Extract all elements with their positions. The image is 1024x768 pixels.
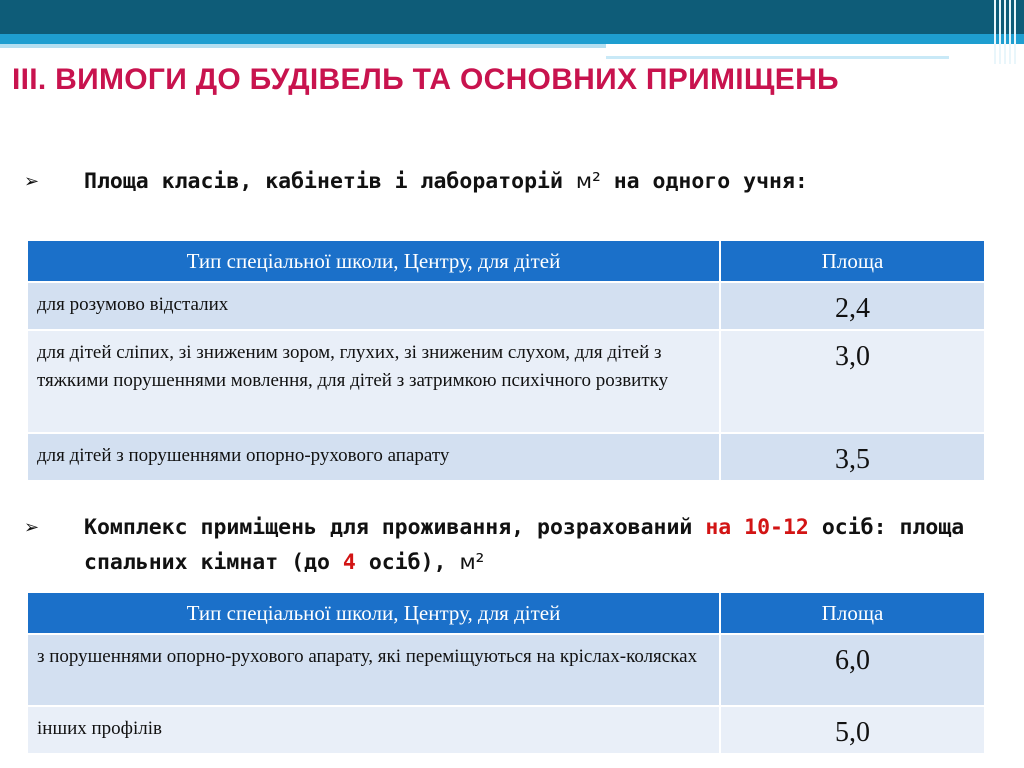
cell-school-type: для розумово відсталих	[27, 282, 720, 330]
cell-area: 3,5	[720, 433, 985, 481]
cell-school-type: з порушеннями опорно-рухового апарату, які переміщуються на кріслах-колясках	[27, 634, 720, 706]
table-row	[27, 634, 985, 706]
highlight-people-max: 4	[342, 550, 356, 575]
header-band-light	[0, 44, 606, 48]
cell-school-type: для дітей з порушеннями опорно-рухового апарату	[27, 433, 720, 481]
column-header-area: Площа	[720, 592, 985, 634]
bullet-dormitory-area	[24, 510, 1014, 580]
table-row	[27, 330, 985, 433]
bullet-text-end: на одного учня:	[613, 169, 808, 194]
table-row	[27, 433, 985, 481]
table-header-row	[27, 240, 985, 282]
header-stripes-decoration	[994, 0, 1016, 64]
unit-label: м²	[459, 550, 485, 575]
table-row	[27, 282, 985, 330]
cell-area: 2,4	[720, 282, 985, 330]
unit-label: м²	[575, 169, 601, 194]
column-header-type: Тип спеціальної школи, Центру, для дітей	[27, 240, 720, 282]
cell-school-type: інших профілів	[27, 706, 720, 754]
bullet-text-main: Комплекс приміщень для проживання, розрахований	[84, 515, 693, 540]
table-row	[27, 706, 985, 754]
highlight-people-range: на 10-12	[705, 515, 809, 540]
cell-school-type: для дітей сліпих, зі зниженим зором, глухих, зі зниженим слухом, для дітей з тяжкими порушеннями мовлення, для дітей з затримкою психічного розвитку	[27, 330, 720, 433]
cell-area: 6,0	[720, 634, 985, 706]
bullet-text-end: осіб),	[368, 550, 447, 575]
header-line-thin	[606, 56, 949, 59]
bullet-text-middle: осіб: площа спальних кімнат (до	[84, 515, 965, 575]
table-dormitory-area	[26, 591, 986, 755]
header-band-dark	[0, 0, 1024, 34]
bullet-classroom-area	[24, 164, 1014, 199]
arrow-bullet-icon: ➢	[24, 171, 40, 192]
column-header-area: Площа	[720, 240, 985, 282]
table-classroom-area	[26, 239, 986, 482]
cell-area: 5,0	[720, 706, 985, 754]
header-band-accent	[0, 34, 1024, 44]
table-header-row	[27, 592, 985, 634]
slide-title: ІІІ. ВИМОГИ ДО БУДІВЕЛЬ ТА ОСНОВНИХ ПРИМІЩЕНЬ	[12, 63, 839, 96]
arrow-bullet-icon: ➢	[24, 517, 40, 538]
column-header-type: Тип спеціальної школи, Центру, для дітей	[27, 592, 720, 634]
bullet-text	[84, 164, 1014, 199]
cell-area: 3,0	[720, 330, 985, 433]
bullet-text	[84, 510, 1014, 580]
bullet-text-main: Площа класів, кабінетів і лабораторій	[84, 169, 563, 194]
